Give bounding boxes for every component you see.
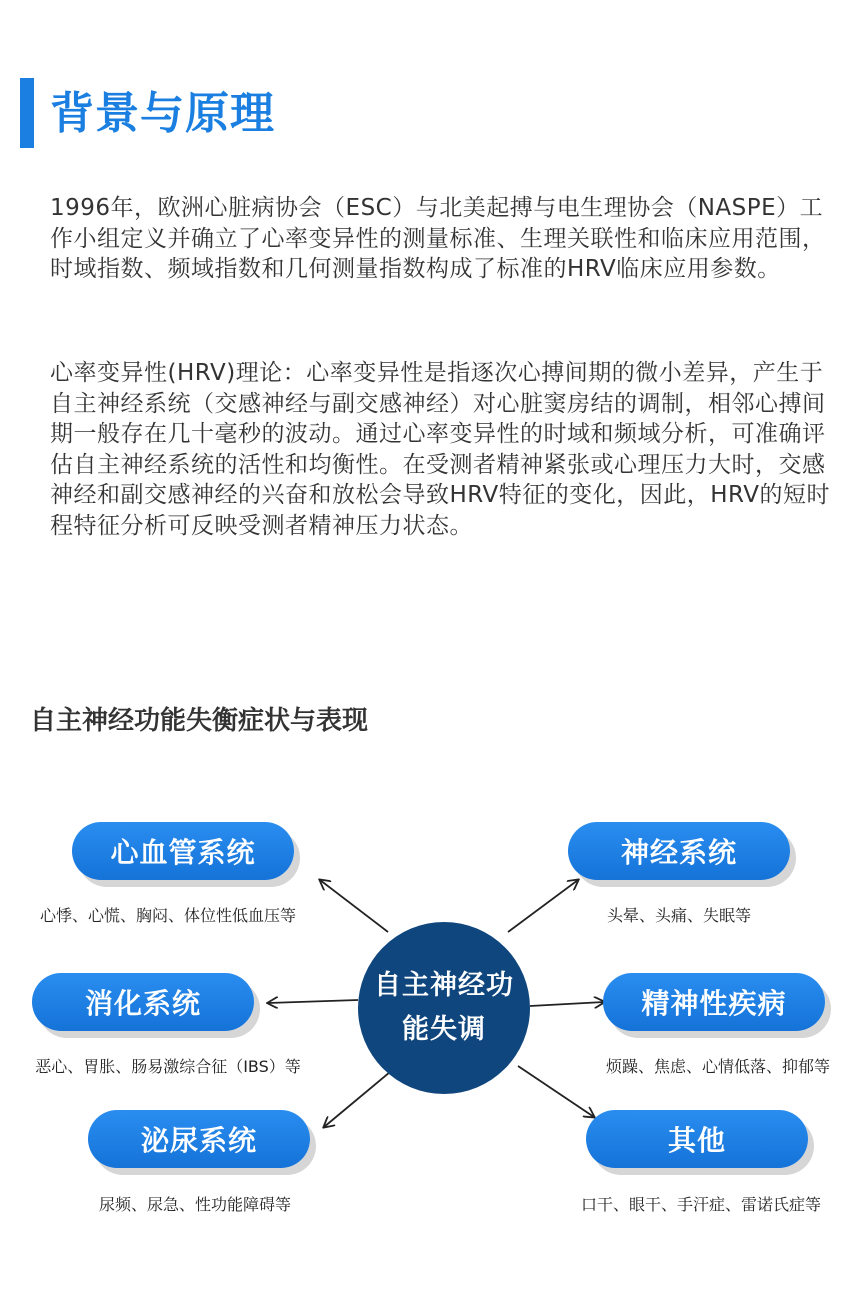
node-other-desc: 口干、眼干、手汗症、雷诺氏症等 (580, 1195, 821, 1214)
hrv-theory-paragraph: 心率变异性(HRV)理论：心率变异性是指逐次心搏间期的微小差异，产生于自主神经系统（交感神经与副交感神经）对心脏窦房结的调制，相邻心搏间期一般存在几十毫秒的波动。通过心率变异性的时域和频域分析，可准确评估自主神经系统的活性和均衡性。在受测者精神紧张或心理压力大时，交感神经和副交感神经的兴奋和放松会导致HRV特征的变化，因此，HRV的短时程特征分析可反映受测者精神压力状态。 (50, 360, 831, 539)
node-urinary-desc: 尿频、尿急、性功能障碍等 (98, 1195, 291, 1214)
page-title: 背景与原理 (50, 88, 275, 139)
arrow-to-psychiatric (530, 1002, 604, 1006)
node-cardiovascular-desc: 心悸、心慌、胸闷、体位性低血压等 (39, 906, 296, 925)
node-psychiatric-desc: 烦躁、焦虑、心情低落、抑郁等 (605, 1057, 830, 1076)
node-cardiovascular: 心血管系统 (72, 822, 294, 880)
node-other: 其他 (586, 1110, 808, 1168)
node-digestive-desc: 恶心、胃胀、肠易激综合征（IBS）等 (35, 1057, 301, 1076)
node-nervous-desc: 头晕、头痛、失眠等 (606, 906, 751, 925)
node-digestive: 消化系统 (32, 973, 254, 1031)
central-node-label: 自主神经功能失调 (374, 970, 514, 1045)
node-psychiatric: 精神性疾病 (603, 973, 825, 1031)
central-node (358, 922, 530, 1094)
node-nervous: 神经系统 (568, 822, 790, 880)
diagram-heading: 自主神经功能失衡症状与表现 (30, 706, 369, 736)
arrow-to-digestive (268, 1000, 358, 1003)
node-urinary: 泌尿系统 (88, 1110, 310, 1168)
arrow-to-urinary (324, 1072, 390, 1127)
intro-paragraph: 1996年，欧洲心脏病协会（ESC）与北美起搏与电生理协会（NASPE）工作小组定义并确立了心率变异性的测量标准、生理关联性和临床应用范围，时域指数、频域指数和几何测量指数构成了标准的HRV临床应用参数。 (50, 195, 826, 282)
